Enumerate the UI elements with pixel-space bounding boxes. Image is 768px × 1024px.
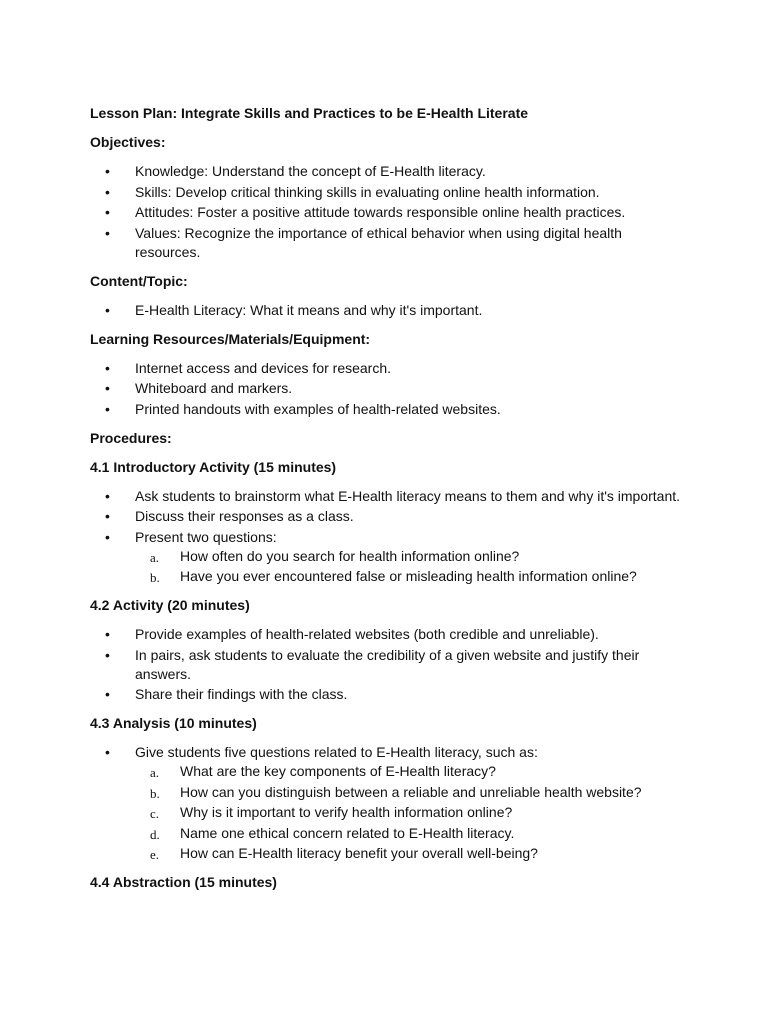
objectives-list bbox=[90, 162, 690, 262]
resources-heading: Learning Resources/Materials/Equipment: bbox=[90, 330, 371, 347]
list-item: • Present two questions: a. How often do you search for health information online? b. Have you ever encountered false or misleading health information online? bbox=[90, 528, 690, 587]
sub-list-item: b. How can you distinguish between a reliable and unreliable health website? bbox=[150, 783, 642, 801]
list-item: • Discuss their responses as a class. bbox=[105, 508, 354, 524]
bullet-icon: • bbox=[105, 646, 110, 663]
list-item: • Knowledge: Understand the concept of E-Health literacy. bbox=[105, 163, 486, 179]
bullet-icon: • bbox=[105, 400, 110, 417]
intro-activity-list bbox=[90, 487, 690, 587]
bullet-icon: • bbox=[105, 204, 110, 220]
sub-list-item: c. Why is it important to verify health information online? bbox=[150, 804, 513, 821]
lesson-plan-content bbox=[90, 104, 690, 892]
bullet-icon: • bbox=[105, 487, 110, 504]
analysis-sub-list bbox=[90, 762, 690, 863]
bullet-icon: • bbox=[105, 380, 110, 396]
intro-sub-list bbox=[90, 547, 690, 587]
list-item: • Skills: Develop critical thinking skills in evaluating online health information. bbox=[105, 183, 600, 200]
bullet-icon: • bbox=[105, 301, 110, 318]
sub-list-item: e. How can E-Health literacy benefit your overall well-being? bbox=[150, 845, 538, 862]
list-item: • In pairs, ask students to evaluate the credibility of a given website and justify their answers. bbox=[105, 646, 640, 682]
bullet-icon: • bbox=[105, 744, 110, 760]
objectives-heading: Objectives: bbox=[90, 134, 166, 150]
bullet-icon: • bbox=[105, 626, 110, 642]
list-item: • Whiteboard and markers. bbox=[105, 380, 293, 396]
bullet-icon: • bbox=[105, 508, 110, 524]
list-item: • Printed handouts with examples of health-related websites. bbox=[105, 400, 501, 417]
bullet-icon: • bbox=[105, 183, 110, 200]
intro-activity-heading: 4.1 Introductory Activity (15 minutes) bbox=[90, 458, 337, 475]
resources-list bbox=[90, 359, 690, 419]
analysis-heading: 4.3 Analysis (10 minutes) bbox=[90, 715, 257, 731]
sub-list-item: a. What are the key components of E-Health literacy? bbox=[150, 763, 496, 780]
content-list bbox=[90, 301, 690, 320]
list-item: • Share their findings with the class. bbox=[105, 686, 348, 702]
bullet-icon: • bbox=[105, 359, 110, 376]
list-item: • Internet access and devices for research. bbox=[105, 359, 392, 376]
list-item: • Provide examples of health-related websites (both credible and unreliable). bbox=[105, 626, 599, 642]
activity-heading: 4.2 Activity (20 minutes) bbox=[90, 597, 250, 613]
bullet-icon: • bbox=[105, 224, 110, 241]
analysis-list bbox=[90, 743, 690, 863]
abstraction-heading: 4.4 Abstraction (15 minutes) bbox=[90, 874, 277, 890]
bullet-icon: • bbox=[105, 163, 110, 179]
content-heading: Content/Topic: bbox=[90, 272, 188, 289]
list-item: • Values: Recognize the importance of ethical behavior when using digital health resources. bbox=[105, 224, 622, 260]
document-title: Lesson Plan: Integrate Skills and Practices to be E-Health Literate bbox=[90, 105, 529, 121]
list-item: • Ask students to brainstorm what E-Health literacy means to them and why it's important. bbox=[105, 487, 681, 504]
activity-list bbox=[90, 625, 690, 704]
bullet-icon: • bbox=[105, 686, 110, 702]
list-item: • E-Health Literacy: What it means and why it's important. bbox=[105, 301, 483, 318]
bullet-icon: • bbox=[105, 528, 110, 545]
sub-list-item: d. Name one ethical concern related to E-Health literacy. bbox=[150, 824, 515, 842]
procedures-heading: Procedures: bbox=[90, 429, 172, 446]
sub-list-item: b. Have you ever encountered false or misleading health information online? bbox=[150, 568, 637, 585]
sub-list-item: a. How often do you search for health information online? bbox=[150, 547, 520, 565]
list-item: • Attitudes: Foster a positive attitude towards responsible online health practices. bbox=[105, 204, 626, 220]
list-item: • Give students five questions related to E-Health literacy, such as: a. What are the key components of E-Health literacy? b. How can you distinguish between a reliable and unreliable health website? c. Why is it important to verify health information online? d. Name one ethical concern related to E-Health literacy. e. How can E-Health literacy benefit your overall well-being? bbox=[90, 743, 690, 863]
